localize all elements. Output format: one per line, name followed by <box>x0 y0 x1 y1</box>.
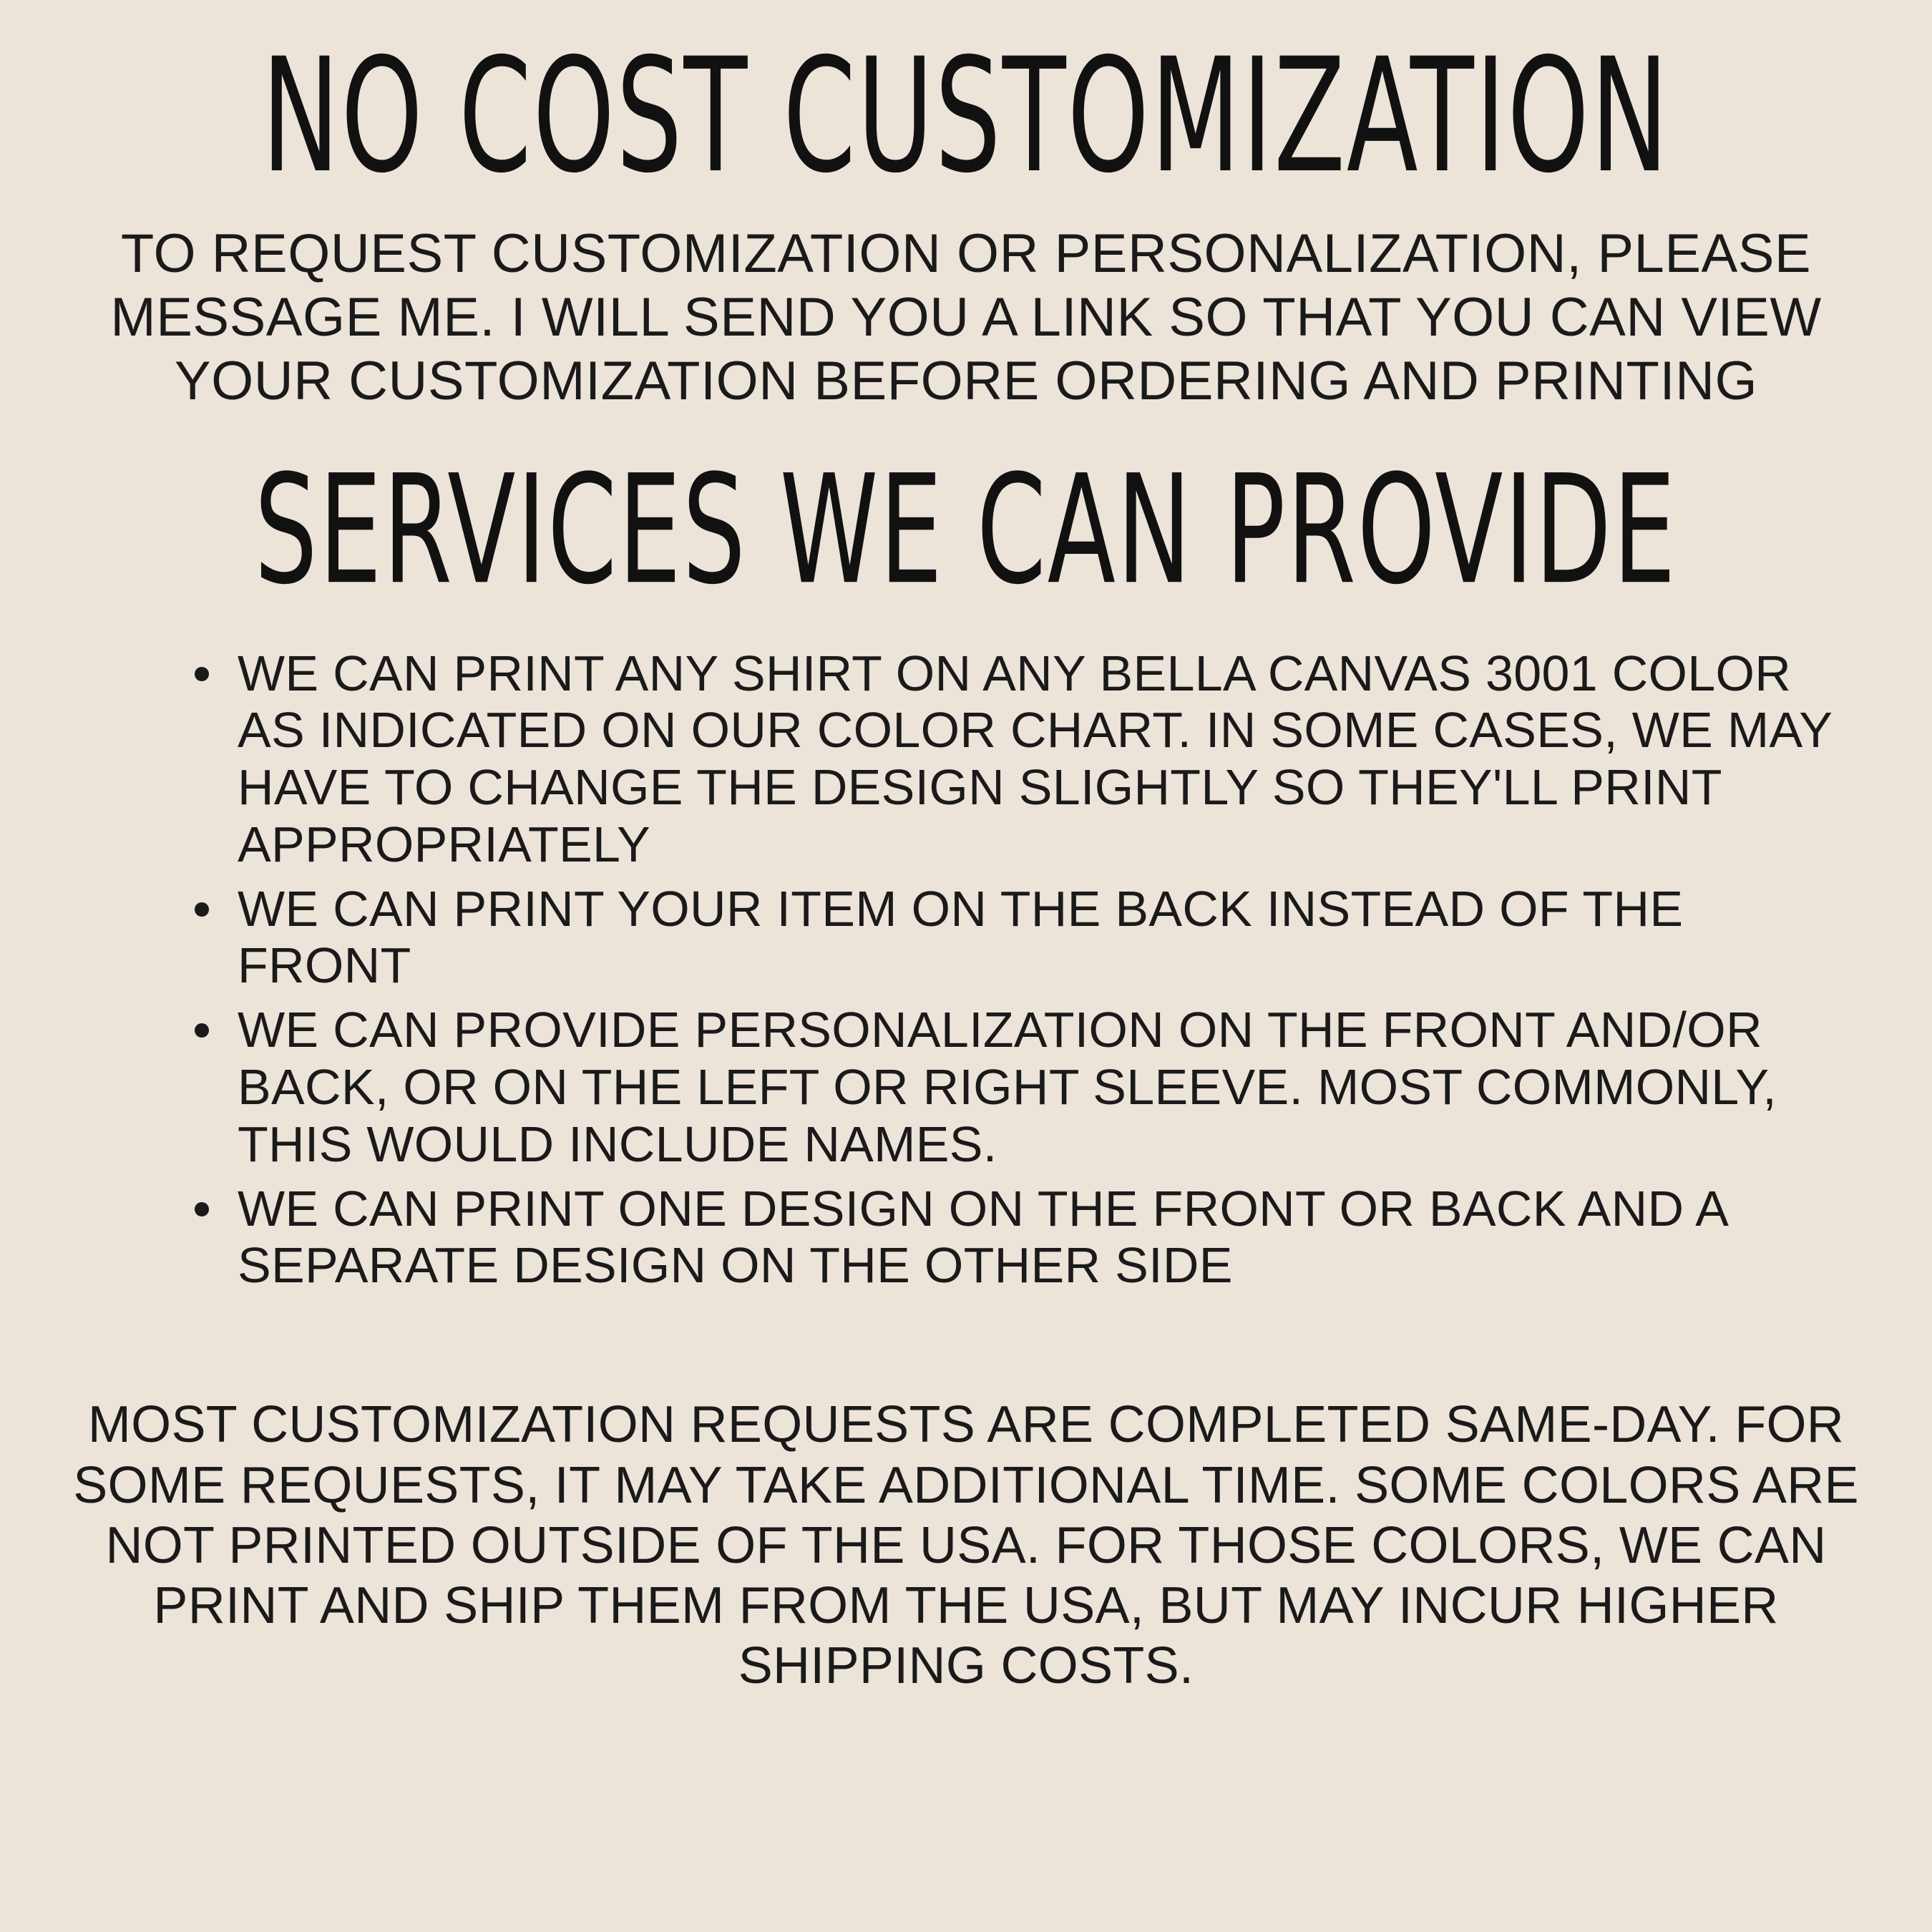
footer-paragraph: MOST CUSTOMIZATION REQUESTS ARE COMPLETED SAME-DAY. FOR SOME REQUESTS, IT MAY TAKE ADDITIONAL TIME. SOME COLORS ARE NOT PRINTED OUTSIDE OF THE USA. FOR THOSE COLORS, WE CAN PRINT AND SHIP THEM FROM THE USA, BUT MAY INCUR HIGHER SHIPPING COSTS. <box>73 1396 1859 1695</box>
list-item: WE CAN PRINT YOUR ITEM ON THE BACK INSTEAD OF THE FRONT <box>186 881 1832 995</box>
list-item: WE CAN PRINT ANY SHIRT ON ANY BELLA CANVAS 3001 COLOR AS INDICATED ON OUR COLOR CHART. IN SOME CASES, WE MAY HAVE TO CHANGE THE DESIGN SLIGHTLY SO THEY'LL PRINT APPROPRIATELY <box>186 645 1832 874</box>
list-item: WE CAN PROVIDE PERSONALIZATION ON THE FRONT AND/OR BACK, OR ON THE LEFT OR RIGHT SLEEVE. MOST COMMONLY, THIS WOULD INCLUDE NAMES. <box>186 1002 1832 1173</box>
intro-paragraph: TO REQUEST CUSTOMIZATION OR PERSONALIZATION, PLEASE MESSAGE ME. I WILL SEND YOU A LINK SO THAT YOU CAN VIEW YOUR CUSTOMIZATION BEFORE ORDERING AND PRINTING <box>110 223 1822 411</box>
services-list <box>186 645 1832 1302</box>
page-title: NO COST CUSTOMIZATION <box>261 24 1670 208</box>
list-item: WE CAN PRINT ONE DESIGN ON THE FRONT OR BACK AND A SEPARATE DESIGN ON THE OTHER SIDE <box>186 1181 1832 1295</box>
services-section-title: SERVICES WE CAN PROVIDE <box>254 442 1678 618</box>
